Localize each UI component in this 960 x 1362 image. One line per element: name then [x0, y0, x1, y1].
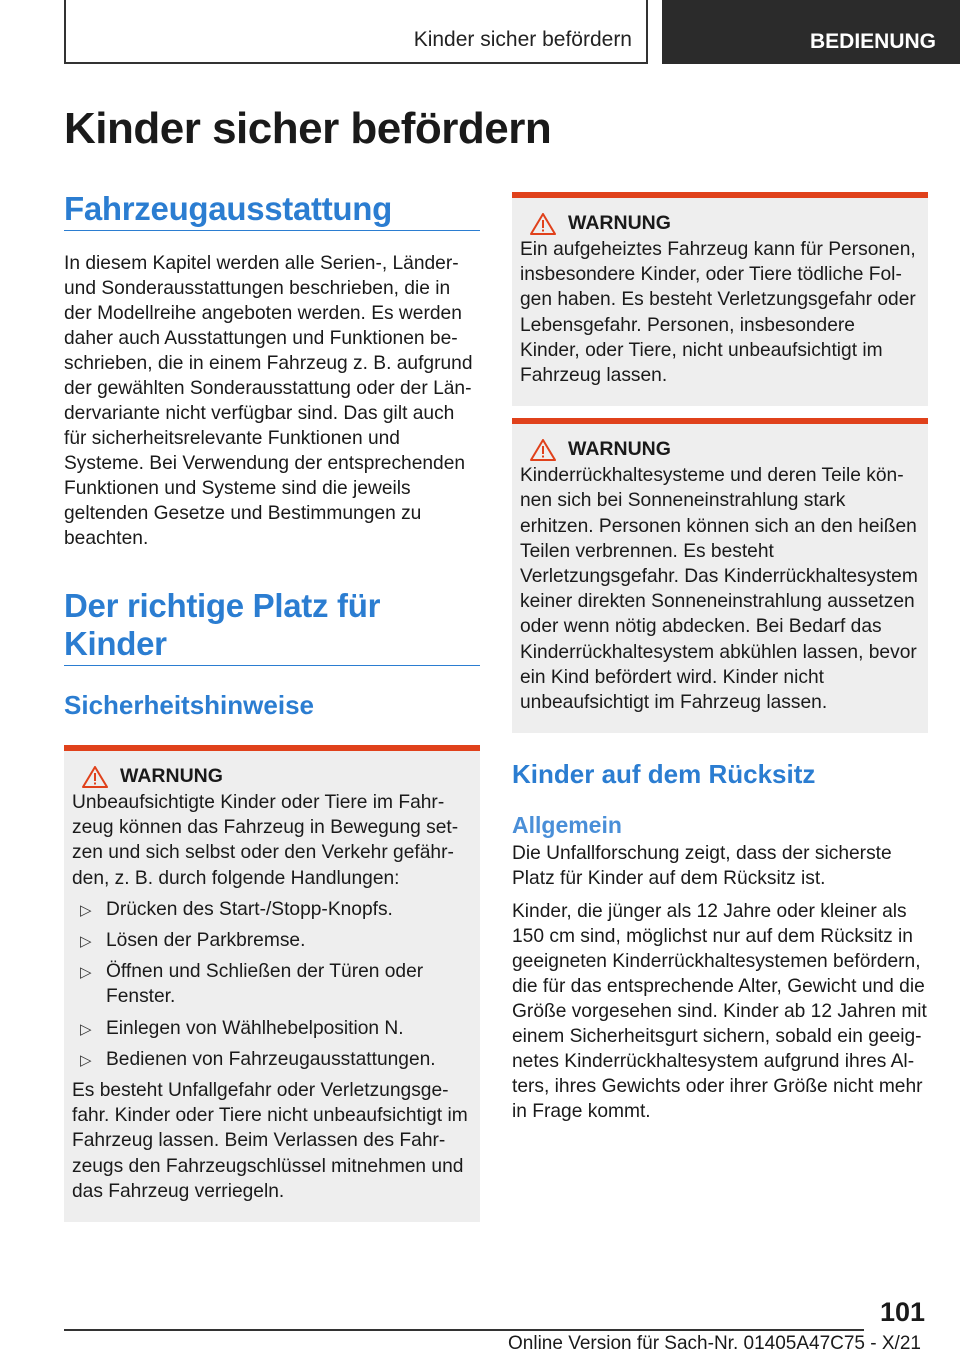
warning-action-list [72, 897, 472, 1072]
warning-triangle-icon [530, 439, 556, 461]
triangle-bullet-icon: ▷ [80, 901, 92, 919]
warning-title: WARNUNG [568, 438, 671, 461]
heading-sicherheitshinweise: Sicherheitshinweise [64, 690, 314, 720]
page-title: Kinder sicher befördern [64, 104, 552, 153]
heading-allgemein: Allgemein [512, 812, 622, 839]
warning-triangle-icon [530, 213, 556, 235]
right-column [512, 192, 928, 1124]
warning-intro: Unbeaufsichtigte Kinder oder Tiere im Fahrzeug können das Fahrzeug in Bewegung setzen und sich selbst oder den Verkehr gefährden, z. B. durch folgende Handlungen: [72, 792, 459, 889]
warning-title: WARNUNG [120, 765, 223, 787]
heading-kinder-ruecksitz: Kinder auf dem Rücksitz [512, 759, 816, 790]
header-section-box [64, 0, 648, 64]
page-number: 101 [880, 1297, 926, 1327]
list-item: ▷ Einlegen von Wählhebelposition N. [72, 1016, 472, 1041]
list-item: ▷ Lösen der Parkbremse. [72, 928, 472, 953]
footer-online-version: Online Version für Sach-Nr. 01405A47C75 - X/21 [508, 1333, 921, 1354]
triangle-bullet-icon: ▷ [80, 1020, 92, 1038]
heading-fahrzeugausstattung: Fahrzeugausstattung [64, 190, 480, 231]
general-paragraph-1: Die Unfallforschung zeigt, dass der sicherste Platz für Kinder auf dem Rücksitz ist. [512, 843, 892, 890]
triangle-bullet-icon: ▷ [80, 933, 92, 951]
warning-header [72, 765, 472, 788]
left-column [64, 190, 480, 1222]
warning-text: Kinderrückhaltesysteme und deren Teile können sich bei Sonneneinstrahlung stark erhitzen. Personen können sich an den heißen Teilen verbrennen. Es besteht Verletzungsgefahr. Das Kinderrückhaltesystem keiner direkten Sonneneinstrahlung aussetzen oder wenn nötig abdecken. Bei Bedarf das Kinderrückhaltesystem abkühlen lassen, bevor ein Kind befördert wird. Kinder nicht unbeaufsichtigt im Fahrzeug lassen. [520, 465, 918, 714]
list-item: ▷ Drücken des Start-/Stopp-Knopfs. [72, 897, 472, 922]
header-section-title: Kinder sicher befördern [413, 28, 632, 51]
warning-header [520, 438, 920, 461]
warning-title: WARNUNG [568, 212, 671, 234]
equipment-paragraph: In diesem Kapitel werden alle Serien-, Länder- und Sonderausstattungen beschrieben, die in der Modellreihe angeboten werden. Es werden daher auch Ausstattungen und Funktionen beschrieben, die in einem Fahrzeug z. B. aufgrund der gewählten Sonderausstattung oder der Ländervariante nicht verfügbar sind. Das gilt auch für sicherheitsrelevante Funktionen und Systeme. Bei Verwendung der entsprechenden Funktionen und Systeme sind die jeweils geltenden Gesetze und Bestimmungen zu beachten. [64, 253, 473, 549]
warning-box-hot-seat [512, 418, 928, 733]
warning-text: Ein aufgeheiztes Fahrzeug kann für Personen, insbesondere Kinder, oder Tiere tödliche Folgen haben. Es besteht Verletzungsgefahr oder Lebensgefahr. Personen, insbesondere Kinder, oder Tiere, nicht unbeaufsichtigt im Fahrzeug lassen. [520, 239, 916, 387]
header-chapter-tab: BEDIENUNG [662, 0, 960, 64]
list-item: ▷ Öffnen und Schließen der Türen oder Fenster. [80, 961, 424, 1008]
list-item: ▷ Bedienen von Fahrzeugausstattungen. [72, 1047, 472, 1072]
warning-box-heated-vehicle [512, 192, 928, 406]
footer-divider [64, 1329, 864, 1331]
heading-richtiger-platz: Der richtige Platz für Kinder [64, 587, 480, 666]
triangle-bullet-icon: ▷ [80, 1051, 92, 1069]
triangle-bullet-icon: ▷ [80, 964, 92, 982]
warning-box-unattended [64, 745, 480, 1222]
general-paragraph-2: Kinder, die jünger als 12 Jahre oder kleiner als 150 cm sind, möglichst nur auf dem Rücksitz in geeigneten Kinderrückhaltesystemen befördern, die für das entsprechende Alter, Gewicht und die Größe vorgesehen sind. Kinder ab 12 Jahren mit einem Sicherheitsgurt sichern, sobald ein geeignetes Kinderrückhaltesystem aufgrund ihres Alters, ihres Gewichts oder ihrer Größe nicht mehr in Frage kommt. [512, 901, 927, 1123]
warning-header [520, 212, 920, 235]
warning-outro: Es besteht Unfallgefahr oder Verletzungsgefahr. Kinder oder Tiere nicht unbeaufsichtigt im Fahrzeug lassen. Beim Verlassen des Fahrzeugs den Fahrzeugschlüssel mitnehmen und das Fahrzeug verriegeln. [72, 1080, 468, 1202]
warning-triangle-icon [82, 766, 108, 788]
